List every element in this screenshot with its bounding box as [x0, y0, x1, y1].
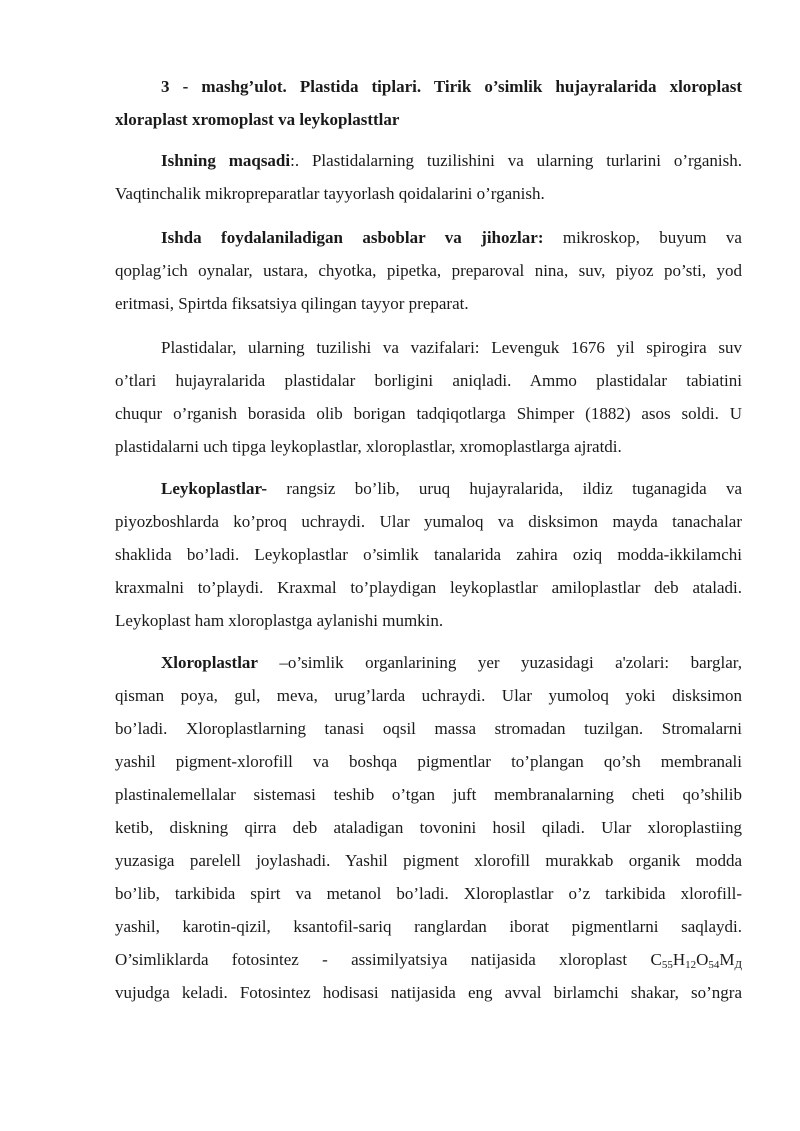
- leukoplast-paragraph: [115, 472, 742, 637]
- title-text: xloraplast xromoplast va leykoplasttlar: [115, 110, 400, 129]
- paragraph-text: rangsiz bo’lib, uruq hujayralarida, ildiz tuganagida va: [267, 479, 742, 498]
- chloroplast-label: Xloroplastlar: [161, 653, 258, 672]
- paragraph-line: [115, 144, 742, 177]
- tools-label: Ishda foydalaniladigan asboblar va jihozlar:: [161, 228, 544, 247]
- paragraph-line: [115, 646, 742, 679]
- paragraph-line: chuqur o’rganish borasida olib borigan tadqiqotlarga Shimper (1882) asos soldi. U: [115, 404, 742, 423]
- title-line: [115, 70, 742, 103]
- paragraph-line: plastinalemellalar sistemasi teshib o’tgan juft membranalarning cheti qo’shilib: [115, 785, 742, 804]
- paragraph-line: Vaqtinchalik mikropreparatlar tayyorlash qoidalarini o’rganish.: [115, 184, 545, 203]
- paragraph-line: yashil pigment-xlorofill va boshqa pigmentlar to’plangan qo’sh membranali: [115, 752, 742, 771]
- paragraph-line: kraxmalni to’playdi. Kraxmal to’playdigan leykoplastlar amiloplastlar deb ataladi.: [115, 578, 742, 597]
- paragraph-line: Plastidalar, ularning tuzilishi va vazifalari: Levenguk 1676 yil spirogira suv: [161, 338, 742, 357]
- page-title: [115, 70, 742, 136]
- paragraph-line: yuzasiga parelell joylashadi. Yashil pigment xlorofill murakkab organik modda: [115, 851, 742, 870]
- tools-paragraph: [115, 221, 742, 320]
- title-line: [115, 103, 742, 136]
- paragraph-line: bo’ladi. Xloroplastlarning tanasi oqsil massa stromadan tuzilgan. Stromalarni: [115, 719, 742, 738]
- paragraph-text: –o’simlik organlarining yer yuzasidagi a'zolari: barglar,: [257, 653, 742, 672]
- paragraph-line: [115, 221, 742, 254]
- paragraph-line: plastidalarni uch tipga leykoplastlar, xloroplastlar, xromoplastlarga ajratdi.: [115, 437, 622, 456]
- paragraph-line: qisman poya, gul, meva, urug’larda uchraydi. Ular yumoloq yoki disksimon: [115, 686, 742, 705]
- paragraph-line: yashil, karotin-qizil, ksantofil-sariq ranglardan iborat pigmentlarni saqlaydi.: [115, 917, 742, 936]
- paragraph-text: O’simliklarda fotosintez - assimilyatsiya natijasida xloroplast: [115, 950, 628, 969]
- chloroplast-paragraph: [115, 646, 742, 1009]
- purpose-paragraph: [115, 144, 742, 210]
- paragraph-line: Leykoplast ham xloroplastga aylanishi mumkin.: [115, 611, 444, 630]
- title-text: 3 - mashg’ulot. Plastida tiplari. Tirik o’simlik hujayralarida xloroplast: [161, 77, 742, 96]
- paragraph-text: :. Plastidalarning tuzilishini va ularning turlarini o’rganish.: [290, 151, 742, 170]
- purpose-label: Ishning maqsadi: [161, 151, 291, 170]
- intro-paragraph: [115, 331, 742, 463]
- paragraph-line: [115, 472, 742, 505]
- paragraph-line: qoplag’ich oynalar, ustara, chyotka, pipetka, preparoval nina, suv, piyoz po’sti, yod: [115, 261, 742, 280]
- formula-line: [115, 943, 742, 976]
- paragraph-line: o’tlari hujayralarida plastidalar borligini aniqladi. Ammo plastidalar tabiatini: [115, 371, 742, 390]
- paragraph-line: bo’lib, tarkibida spirt va metanol bo’ladi. Xloroplastlar o’z tarkibida xlorofill-: [115, 884, 742, 903]
- leukoplast-label: Leykoplastlar-: [161, 479, 268, 498]
- paragraph-line: piyozboshlarda ko’proq uchraydi. Ular yumaloq va disksimon mayda tanachalar: [115, 512, 742, 531]
- paragraph-line: eritmasi, Spirtda fiksatsiya qilingan tayyor preparat.: [115, 294, 469, 313]
- chemical-formula: $C_{55}H_{12}O_{54}M_Д$: [650, 950, 743, 971]
- paragraph-line: ketib, diskning qirra deb ataladigan tovonini hosil qiladi. Ular xloroplastiing: [115, 818, 742, 837]
- paragraph-text: mikroskop, buyum va: [543, 228, 742, 247]
- paragraph-line: shaklida bo’ladi. Leykoplastlar o’simlik tanalarida zahira oziq modda-ikkilamchi: [115, 545, 742, 564]
- paragraph-line: vujudga keladi. Fotosintez hodisasi natijasida eng avval birlamchi shakar, so’ngra: [115, 983, 742, 1002]
